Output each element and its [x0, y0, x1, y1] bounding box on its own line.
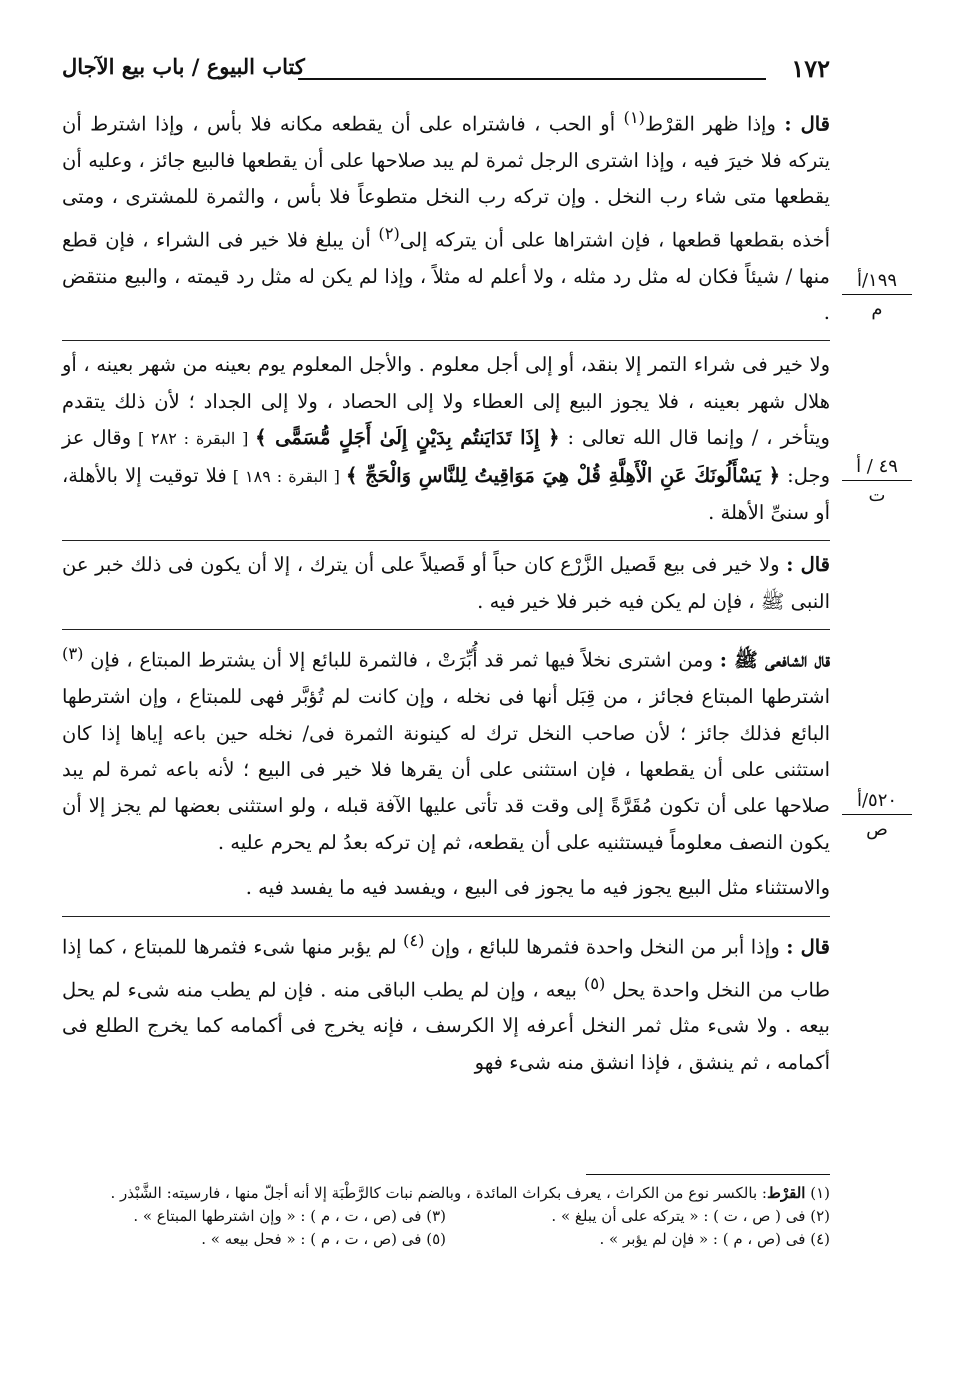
footnotes	[62, 1182, 830, 1251]
footnote-4: (٤) فى (ص ، م ) : « فإن لم يؤبر » .	[599, 1230, 830, 1248]
margin-note-ms: ص	[866, 819, 888, 840]
paragraph-text: وإذا ظهر القرْط	[644, 112, 785, 136]
margin-note-ms: ت	[868, 485, 886, 506]
margin-note-t	[842, 456, 912, 507]
margin-note-s	[842, 790, 912, 841]
paragraph-5	[62, 870, 830, 906]
footnote-5: (٥) فى (ص ، ت ، م ) : « فحل بيعه » .	[201, 1230, 446, 1248]
margin-note-m	[842, 270, 912, 321]
paragraph-lead: قال :	[786, 553, 830, 577]
section-divider	[62, 916, 830, 917]
paragraph-text: اشترطها المبتاع فجائز ، من قِبَل أنها فى نخله ، وإن كانت لم تُؤبَّر فهى للمبتاع ، وإن اشترطها البائع فذلك جائز ؛ لأن صاحب النخل ترك له كينونة الثمرة فى/ نخله حين باعه إياها إذا كان استثنى على أن يقطعها ، فإن استثنى على أن يقرها فلا خير فى البيع ؛ لأنه باعه ثمرة لم يبد صلاحها على أن تكون مُقَرَّةً إلى وقت قد تأتى عليها الآفة قبله ، ولو استثنى بعضها لم يجز إلا أن يكون النصف معلوماً فيستثنيه على أن يقطعه، ثم إن تركه بعدُ لم يحرم عليه .	[62, 685, 830, 854]
verse-reference: [ البقرة : ١٨٩ ]	[226, 466, 346, 486]
paragraph-4	[62, 636, 830, 861]
footnote-number: (١)	[810, 1184, 830, 1202]
page-header	[62, 48, 830, 88]
section-divider	[62, 540, 830, 541]
paragraph-text: بيعه ، وإن لم يطب الباقى منه . فإن لم يطب منه شىء لم يحل بيعه . ولا شىء مثل ثمر النخل أعرفه إلا الكرسف ، فإنه يخرج فى أكمامه كما يخرج الطلع فى أكمامه ، ثم ينشق ، فإذا انشق منه شىء فهو	[62, 978, 830, 1074]
margin-note-ms: م	[871, 299, 883, 320]
footnote-marker: (١)	[623, 108, 645, 127]
paragraph-lead: قال :	[784, 112, 830, 136]
footnote-3: (٣) فى (ص ، ت ، م ) : « وإن اشترطها المبتاع » .	[133, 1207, 446, 1225]
paragraph-text: أن يبلغ فلا خير فى الشراء ، فإن قطع منها / شيئاً فكان له مثل رد مثله ، ولا أعلم له مثلاً ، وإذا لم يكن له مثل رد قيمته ، والبيع منتقض .	[62, 228, 830, 325]
paragraph-6	[62, 923, 830, 1082]
footnote-marker: (٤)	[403, 930, 425, 950]
paragraph-lead: قال الشافعى ﷺ :	[719, 648, 830, 672]
page-number: ١٧٢	[791, 54, 830, 83]
paragraph-text: ولا خير فى شراء التمر إلا بنقد، أو إلى أجل معلوم . والأجل المعلوم يوم بعينه من شهر بعينه ، أو هلال شهر بعينه ، فلا يجوز البيع إلى العطاء ولا إلى الحصاد ، ولا إلى الجداد ؛ لأن ذلك يتقدم ويتأخر ، / وإنما قال الله تعالى :	[62, 353, 830, 450]
footnote-2: (٢) فى ( ص ، ت ) : « يتركه على أن يبلغ » .	[551, 1207, 830, 1225]
paragraph-text: ومن اشترى نخلاً فيها ثمر قد أُبِّرَتْ ، فالثمرة للبائع إلا أن يشترط المبتاع ، فإن	[83, 648, 720, 672]
footnote-text: : بالكسر نوع من الكراث ، يعرف بكراث المائدة ، وبالضم نبات كالرَّطْبَة إلا أنه أجلّ منها ، فارسيته: الشَّبْذر .	[110, 1184, 767, 1202]
quran-verse: ﴿ يَسْأَلُونَكَ عَنِ الْأَهِلَّةِ قُلْ هِيَ مَوَاقِيتُ لِلنَّاسِ وَالْحَجِّ ﴾	[345, 463, 781, 487]
footnote-rule	[586, 1174, 830, 1175]
paragraph-2	[62, 347, 830, 531]
paragraph-text: فلا توقيت إلا بالأهلة، أو سنىِّ الأهلة .	[62, 463, 830, 525]
footnote-row	[62, 1228, 830, 1251]
margin-note-ref: ٥٢٠/أ	[842, 790, 912, 815]
section-divider	[62, 629, 830, 630]
paragraph-1	[62, 100, 830, 331]
footnote-marker: (٢)	[378, 223, 400, 243]
quran-verse: ﴿ إِذَا تَدَايَنتُم بِدَيْنٍ إِلَىٰ أَجَلٍ مُّسَمًّى ﴾	[255, 426, 560, 450]
paragraph-text: والاستثناء مثل البيع يجوز فيه ما يجوز فى البيع ، ويفسد فيه ما يفسد فيه .	[245, 876, 830, 900]
footnote-marker: (٣)	[62, 644, 84, 664]
verse-reference: [ البقرة : ٢٨٢ ]	[131, 429, 256, 449]
paragraph-text: أو الحب ، فاشتراه على أن يقطعه مكانه فلا بأس ، وإذا اشترط أن يتركه فلا خيرَ فيه ، وإذا اشترى الرجل ثمرة لم يبد صلاحها على أن يقطعها فالبيع جائز ، وعليه أن يقطعها متى شاء رب النخل . وإن تركه رب النخل متطوعاً فلا بأس ، والثمرة للمشترى ، ومتى أخذه بقطعها قطعها ، فإن اشتراها على أن يتركه إلى	[62, 112, 830, 252]
paragraph-text: وقال عز وجل:	[62, 426, 830, 487]
footnote-marker: (٥)	[583, 973, 606, 993]
paragraph-text: وإذا أبر من النخل واحدة فثمرها للبائع ، وإن	[424, 935, 787, 959]
footnote-row	[62, 1205, 830, 1228]
paragraph-3	[62, 547, 830, 620]
margin-note-ref: ٤٩ / أ	[842, 456, 912, 481]
footnote-1	[62, 1182, 830, 1205]
margin-note-ref: ١٩٩/أ	[842, 270, 912, 295]
main-text	[62, 100, 830, 1090]
running-title: كتاب البيوع / باب بيع الآجال	[62, 54, 305, 79]
footnote-term: القرْط	[766, 1184, 806, 1202]
paragraph-lead: قال :	[786, 935, 830, 959]
section-divider	[62, 340, 830, 341]
paragraph-text: لم يؤبر منها شىء فثمرها للمبتاع ، كما إذا طاب من النخل واحدة يحل	[62, 935, 831, 1002]
header-rule	[298, 78, 766, 80]
paragraph-text: ولا خير فى بيع قَصيل الزَّرْع كان حباً أو قَصيلاً على أن يترك ، إلا أن يكون فى ذلك خبر عن النبى ﷺ ، فإن لم يكن فيه خبر فلا خير فيه .	[62, 553, 830, 613]
